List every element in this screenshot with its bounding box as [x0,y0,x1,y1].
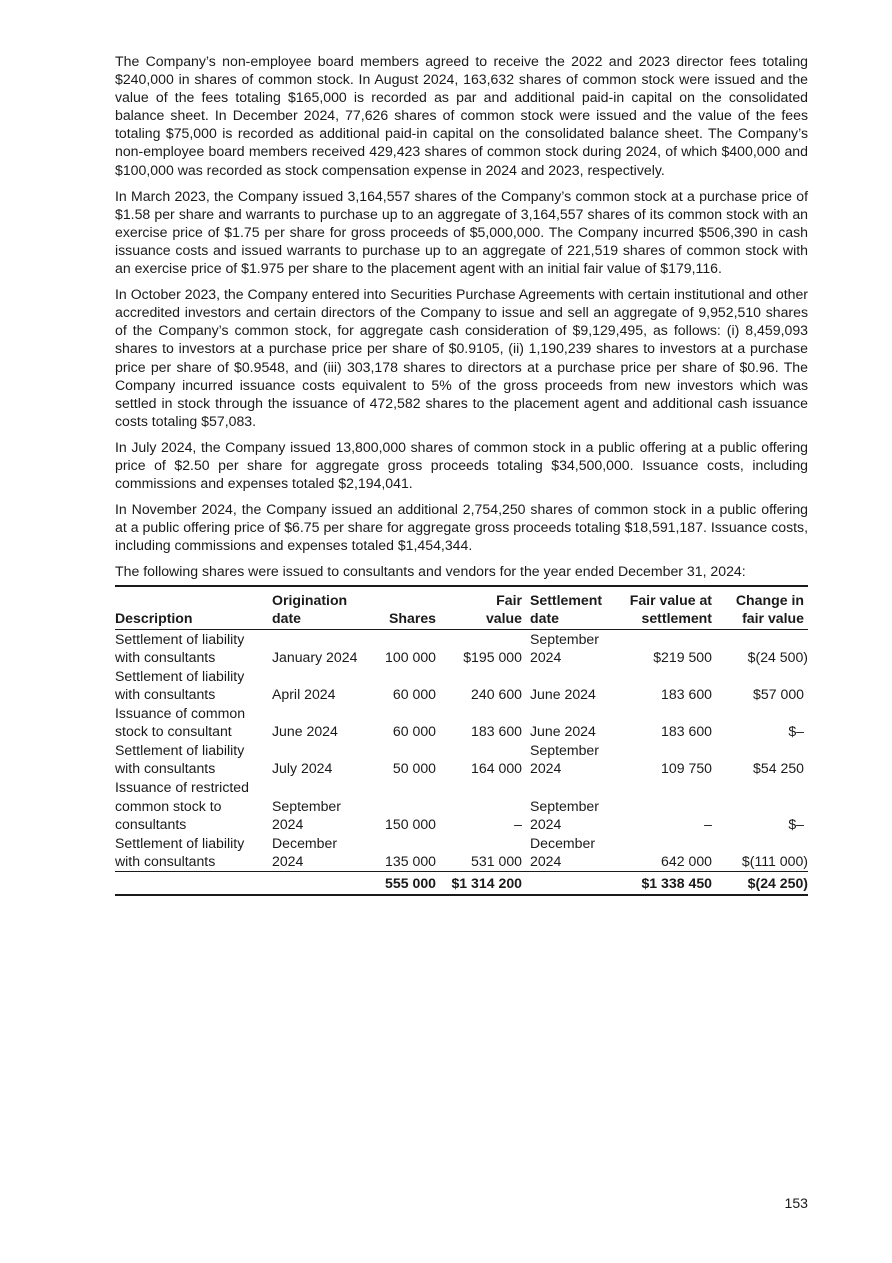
cell-description: Settlement of liability with consultants [115,667,245,702]
header-shares: Shares [374,586,436,630]
paragraph-march-2023-issuance: In March 2023, the Company issued 3,164,557 shares of the Company’s common stock at a purchase price of $1.58 per share and warrants to purchase up to an aggregate of 3,164,557 shares of its common stock with an exercise price of $1.75 per share for gross proceeds of $5,000,000. The Company incurred $506,390 in cash issuance costs and issued warrants to purchase up to an aggregate of 221,519 shares of common stock with an exercise price of $1.975 per share to the placement agent with an initial fair value of $179,116. [115,187,808,277]
cell-origination-date: December 2024 [272,834,374,872]
header-origination-date: Origination date [272,586,374,630]
table-row [115,778,808,833]
header-settlement-date: Settlement date [522,586,622,630]
cell-fair-value-at-settlement: $219 500 [653,648,712,665]
cell-description: Issuance of common stock to consultant [115,705,246,740]
cell-description: Settlement of liability with consultants [115,630,245,665]
paragraph-july-2024-offering: In July 2024, the Company issued 13,800,000 shares of common stock in a public offering at a public offering price of $2.50 per share for aggregate gross proceeds totaling $34,500,000. Issuance costs, including commissions and expenses totaled $2,194,041. [115,438,808,492]
header-fair-value: Fair value [436,586,522,630]
cell-origination-date: September 2024 [272,797,341,832]
total-fair-value: $1 314 200 [436,871,522,895]
cell-settlement-date: June 2024 [530,723,596,740]
page-number: 153 [784,1195,808,1211]
table-header-row [115,586,808,630]
cell-shares: 60 000 [392,723,436,740]
cell-fair-value: 240 600 [471,686,522,702]
cell-origination-date: April 2024 [272,686,336,702]
cell-fair-value-at-settlement: 109 750 [661,760,712,777]
total-change-in-fair-value: $(24 250) [712,871,808,895]
cell-fair-value: – [514,815,522,832]
table-intro: The following shares were issued to consultants and vendors for the year ended December 31, 2024: [115,563,746,580]
cell-change-in-fair-value: $54 250 [753,760,804,777]
total-settlement-empty [522,871,622,895]
consultant-shares-table [115,585,808,897]
header-fair-value-at-settlement: Fair value at settlement [622,586,712,630]
total-description-empty [115,871,272,895]
cell-fair-value-at-settlement: 183 600 [661,686,712,702]
paragraph-director-fees: The Company’s non-employee board members agreed to receive the 2022 and 2023 director fees totaling $240,000 in shares of common stock. In August 2024, 163,632 shares of common stock were issued and the value of the fees totaling $165,000 is recorded as par and additional paid-in capital on the consolidated balance sheet. In December 2024, 77,626 shares of common stock were issued and the value of the fees totaling $75,000 is recorded as additional paid-in capital on the consolidated balance sheet. The Company’s non-employee board members received 429,423 shares of common stock during 2024, of which $400,000 and $100,000 was recorded as stock compensation expense in 2024 and 2023, respectively. [115,53,808,178]
cell-description: Issuance of restricted common stock to consultants [115,779,249,832]
cell-origination-date: January 2024 [272,648,358,665]
table-total-row [115,871,808,895]
cell-fair-value-at-settlement: 183 600 [661,723,712,740]
cell-change-in-fair-value: $57 000 [753,686,804,702]
header-description: Description [115,586,272,630]
cell-origination-date: June 2024 [272,723,338,740]
total-fair-value-at-settlement: $1 338 450 [622,871,712,895]
cell-settlement-date: June 2024 [530,686,596,702]
paragraph-october-2023-agreements: In October 2023, the Company entered into Securities Purchase Agreements with certain institutional and other accredited investors and certain directors of the Company to issue and sell an aggregate of 9,952,510 shares of the Company’s common stock, for aggregate cash consideration of $9,129,495, as follows: (i) 8,459,093 shares to investors at a purchase price per share of $0.9105, (ii) 1,190,239 shares to investors at a purchase price per share of $0.9548, and (iii) 303,178 shares to directors at a purchase price per share of $0.96. The Company incurred issuance costs equivalent to 5% of the gross proceeds from new investors which was settled in stock through the issuance of 472,582 shares to the placement agent and additional cash issuance costs totaling $57,083. [115,286,808,429]
cell-fair-value: 164 000 [471,760,522,777]
table-row [115,629,808,667]
cell-settlement-date: December 2024 [522,834,622,872]
cell-settlement-date: September 2024 [530,630,599,665]
total-origination-empty [272,871,374,895]
cell-change-in-fair-value: $(111 000) [712,834,808,872]
cell-description: Settlement of liability with consultants [115,742,245,777]
cell-origination-date: July 2024 [272,760,333,777]
cell-fair-value: $195 000 [463,648,522,665]
cell-shares: 50 000 [392,760,436,777]
table-row [115,667,808,704]
cell-shares: 60 000 [392,686,436,702]
cell-fair-value-at-settlement: 642 000 [622,834,712,872]
cell-shares: 135 000 [374,834,436,872]
cell-description: Settlement of liability with consultants [115,834,272,872]
cell-shares: 100 000 [385,648,436,665]
header-change-in-fair-value: Change in fair value [712,586,808,630]
document-page [115,52,808,896]
cell-change-in-fair-value: $(24 500) [747,648,808,665]
table-row [115,834,808,872]
cell-fair-value-at-settlement: – [704,815,712,832]
cell-shares: 150 000 [385,815,436,832]
cell-settlement-date: September 2024 [530,797,599,832]
table-row [115,741,808,778]
cell-change-in-fair-value: $– [788,723,804,740]
total-shares: 555 000 [374,871,436,895]
paragraph-november-2024-offering: In November 2024, the Company issued an additional 2,754,250 shares of common stock in a public offering at a public offering price of $6.75 per share for aggregate gross proceeds totaling $18,591,187. Issuance costs, including commissions and expenses totaled $1,454,344. [115,501,808,554]
cell-settlement-date: September 2024 [530,742,599,777]
cell-change-in-fair-value: $– [788,815,804,832]
table-row [115,704,808,741]
cell-fair-value: 183 600 [471,723,522,740]
cell-fair-value: 531 000 [436,834,522,872]
